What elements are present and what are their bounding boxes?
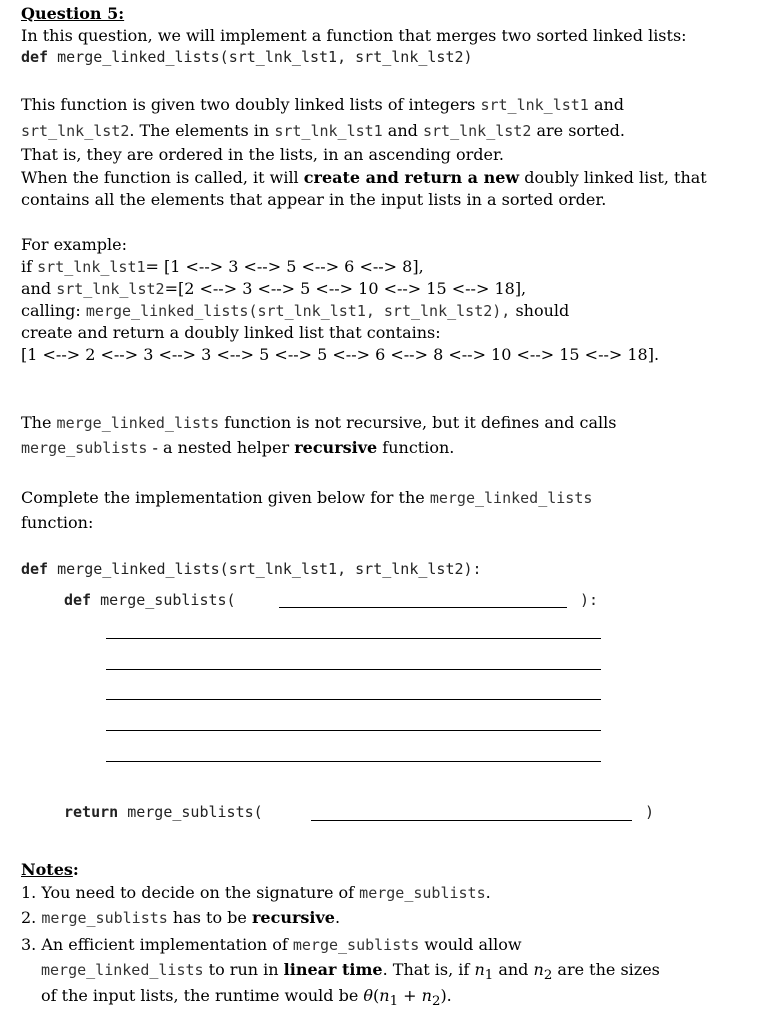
notes-heading: Notes: [21,860,79,879]
answer-blank-line-4[interactable] [106,730,601,731]
description-line-1: This function is given two doubly linked lists of integers srt_lnk_lst1 and [21,95,625,114]
example-result: [1 <--> 2 <--> 3 <--> 3 <--> 5 <--> 5 <--> 6 <--> 8 <--> 10 <--> 15 <--> 18]. [21,345,660,364]
code-return: return merge_sublists( [64,803,263,821]
note-3-line-3: of the input lists, the runtime would be $\theta(n_1 + n_2)$. [41,986,452,1010]
note-3-line-2: merge_linked_lists to run in linear time. That is, if $n_1$ and $n_2$ are the sizes [41,960,660,984]
code-outer-def: def merge_linked_lists(srt_lnk_lst1, srt_lnk_lst2): [21,560,482,578]
code-return-close: ) [645,803,655,821]
question-heading: Question 5: [21,4,125,23]
code-inner-close: ): [580,591,599,609]
note-1: 1. You need to decide on the signature of merge_sublists. [21,883,491,902]
instruction-line-2: function: [21,513,94,532]
intro-text: In this question, we will implement a function that merges two sorted linked lists: [21,26,687,45]
function-signature: def merge_linked_lists(srt_lnk_lst1, srt_lnk_lst2) [21,48,473,66]
instruction-line-1: Complete the implementation given below for the merge_linked_lists [21,488,593,507]
example-call: calling: merge_linked_lists(srt_lnk_lst1, srt_lnk_lst2), should [21,301,570,320]
signature-blank[interactable] [279,607,567,608]
answer-blank-line-3[interactable] [106,699,601,700]
example-list-1: if srt_lnk_lst1= [1 <--> 3 <--> 5 <--> 6 <--> 8], [21,257,424,276]
example-list-2: and srt_lnk_lst2=[2 <--> 3 <--> 5 <--> 10 <--> 15 <--> 18], [21,279,527,298]
note-3-line-1: 3. An efficient implementation of merge_sublists would allow [21,935,522,954]
example-label: For example: [21,235,128,254]
note-2: 2. merge_sublists has to be recursive. [21,908,341,927]
recursion-note-line-1: The merge_linked_lists function is not recursive, but it defines and calls [21,413,617,432]
recursion-note-line-2: merge_sublists - a nested helper recursive function. [21,438,455,457]
answer-blank-line-1[interactable] [106,638,601,639]
description-line-5: contains all the elements that appear in the input lists in a sorted order. [21,190,607,209]
answer-blank-line-5[interactable] [106,761,601,762]
example-result-intro: create and return a doubly linked list that contains: [21,323,441,342]
return-args-blank[interactable] [311,820,632,821]
description-line-2: srt_lnk_lst2. The elements in srt_lnk_lst1 and srt_lnk_lst2 are sorted. [21,121,625,140]
description-line-4: When the function is called, it will create and return a new doubly linked list, that [21,168,707,187]
description-line-3: That is, they are ordered in the lists, in an ascending order. [21,145,504,164]
answer-blank-line-2[interactable] [106,669,601,670]
theta-complexity: $\theta(n_1 + n_2)$. [363,986,452,1010]
code-inner-def: def merge_sublists( [64,591,236,609]
